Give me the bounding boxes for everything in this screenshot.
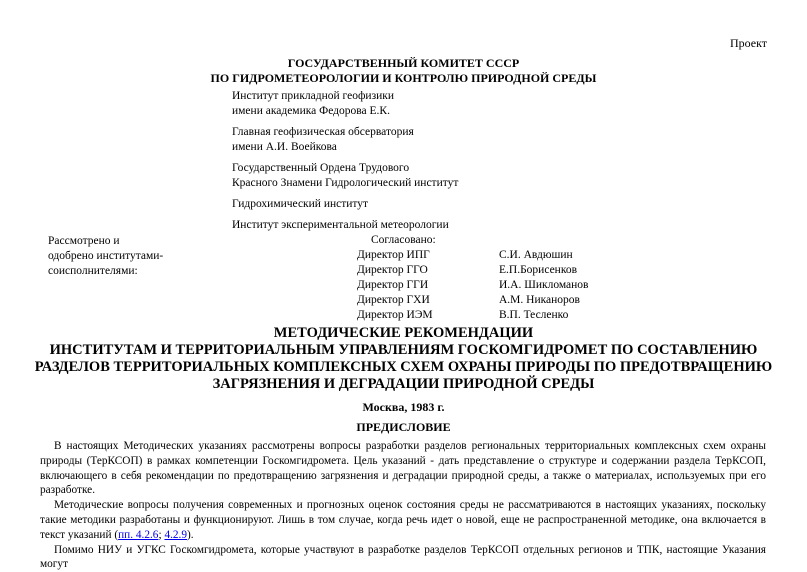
committee-line-1: ГОСУДАРСТВЕННЫЙ КОМИТЕТ СССР (287, 56, 520, 70)
signer-name: В.П. Тесленко (499, 309, 569, 321)
paragraph-text: Методические вопросы получения современных и прогнозных оценок состояния среды не рассматриваются в настоящих указаниях, поскольку такие методики разработаны и функционируют. Лишь в том случае, когда речь идет о новой, еще не распространенной методике, она включается в текст указаний ( (40, 499, 766, 541)
institute-name: Главная геофизическая обсерватория (232, 126, 414, 138)
institute-name-cont: имени академика Федорова Е.К. (232, 105, 390, 117)
considered-line: соисполнителями: (48, 265, 138, 277)
signer-row (357, 263, 588, 278)
institute-name: Институт прикладной геофизики (232, 90, 395, 102)
considered-line: Рассмотрено и (48, 235, 120, 247)
signer-role: Директор ИЭМ (357, 309, 433, 321)
institute-item (232, 89, 458, 119)
signer-name: А.М. Никаноров (499, 294, 580, 306)
signer-row (357, 293, 588, 308)
signer-row (357, 308, 588, 323)
paragraph-text: ). (187, 528, 194, 541)
signer-name: Е.П.Борисенков (499, 264, 578, 276)
institutes-list (232, 89, 458, 239)
paragraph: В настоящих Методических указаниях рассмотрены вопросы разработки разделов региональных территориальных комплексных схем охраны природы (ТерКСОП) в рамках компетенции Госкомгидромета. Цель указаний - дать представление о структуре и содержании раздела ТерКСОП, включающего в себя рекомендации по предотвращению загрязнения и деградации природной среды, а также о материалах, используемых при его разработке. (40, 440, 766, 497)
reference-link[interactable]: 4.2.9 (164, 528, 188, 541)
institute-name: Государственный Ордена Трудового (232, 162, 410, 174)
reference-link[interactable]: пп. 4.2.6 (118, 528, 159, 541)
signer-row (357, 278, 588, 293)
signer-role: Директор ГГО (357, 264, 428, 276)
preface-heading: ПРЕДИСЛОВИЕ (356, 420, 451, 434)
institute-name: Институт экспериментальной метеорологии (232, 219, 449, 231)
signer-role: Директор ИПГ (357, 249, 430, 261)
signer-name: С.И. Авдюшин (499, 249, 573, 261)
institute-item (232, 161, 458, 191)
institute-item (232, 197, 458, 212)
institute-item (232, 125, 458, 155)
signers-list (357, 248, 588, 323)
title-line-1: МЕТОДИЧЕСКИЕ РЕКОМЕНДАЦИИ (273, 325, 534, 341)
title-line-2: ИНСТИТУТАМ И ТЕРРИТОРИАЛЬНЫМ УПРАВЛЕНИЯМ ГОСКОМГИДРОМЕТ ПО СОСТАВЛЕНИЮ РАЗДЕЛОВ ТЕРРИТОРИАЛЬНЫХ КОМПЛЕКСНЫХ СХЕМ ОХРАНЫ ПРИРОДЫ ПО ПРЕДОТВРАЩЕНИЮ ЗАГРЯЗНЕНИЯ И ДЕГРАДАЦИИ ПРИРОДНОЙ СРЕДЫ (34, 342, 773, 392)
city-year: Москва, 1983 г. (362, 400, 445, 414)
institute-item (232, 218, 458, 233)
considered-line: одобрено институтами- (48, 250, 164, 262)
institute-name: Гидрохимический институт (232, 198, 369, 210)
institute-name-cont: Красного Знамени Гидрологический институт (232, 177, 459, 189)
considered-block (48, 234, 163, 279)
project-label: Проект (729, 36, 767, 50)
institute-name-cont: имени А.И. Воейкова (232, 141, 337, 153)
paragraph-text: ; (158, 528, 165, 541)
document-title (30, 325, 777, 393)
committee-heading (0, 56, 807, 86)
agreed-label: Согласовано: (371, 234, 436, 246)
preface-body (40, 439, 766, 572)
signer-row (357, 248, 588, 263)
paragraph (40, 498, 766, 542)
paragraph: Помимо НИУ и УГКС Госкомгидромета, которые участвуют в разработке разделов ТерКСОП отдельных регионов и ТПК, настоящие Указания могут (40, 543, 766, 571)
committee-line-2: ПО ГИДРОМЕТЕОРОЛОГИИ И КОНТРОЛЮ ПРИРОДНОЙ СРЕДЫ (210, 71, 597, 85)
signer-role: Директор ГГИ (357, 279, 429, 291)
signer-role: Директор ГХИ (357, 294, 430, 306)
signer-name: И.А. Шикломанов (499, 279, 589, 291)
